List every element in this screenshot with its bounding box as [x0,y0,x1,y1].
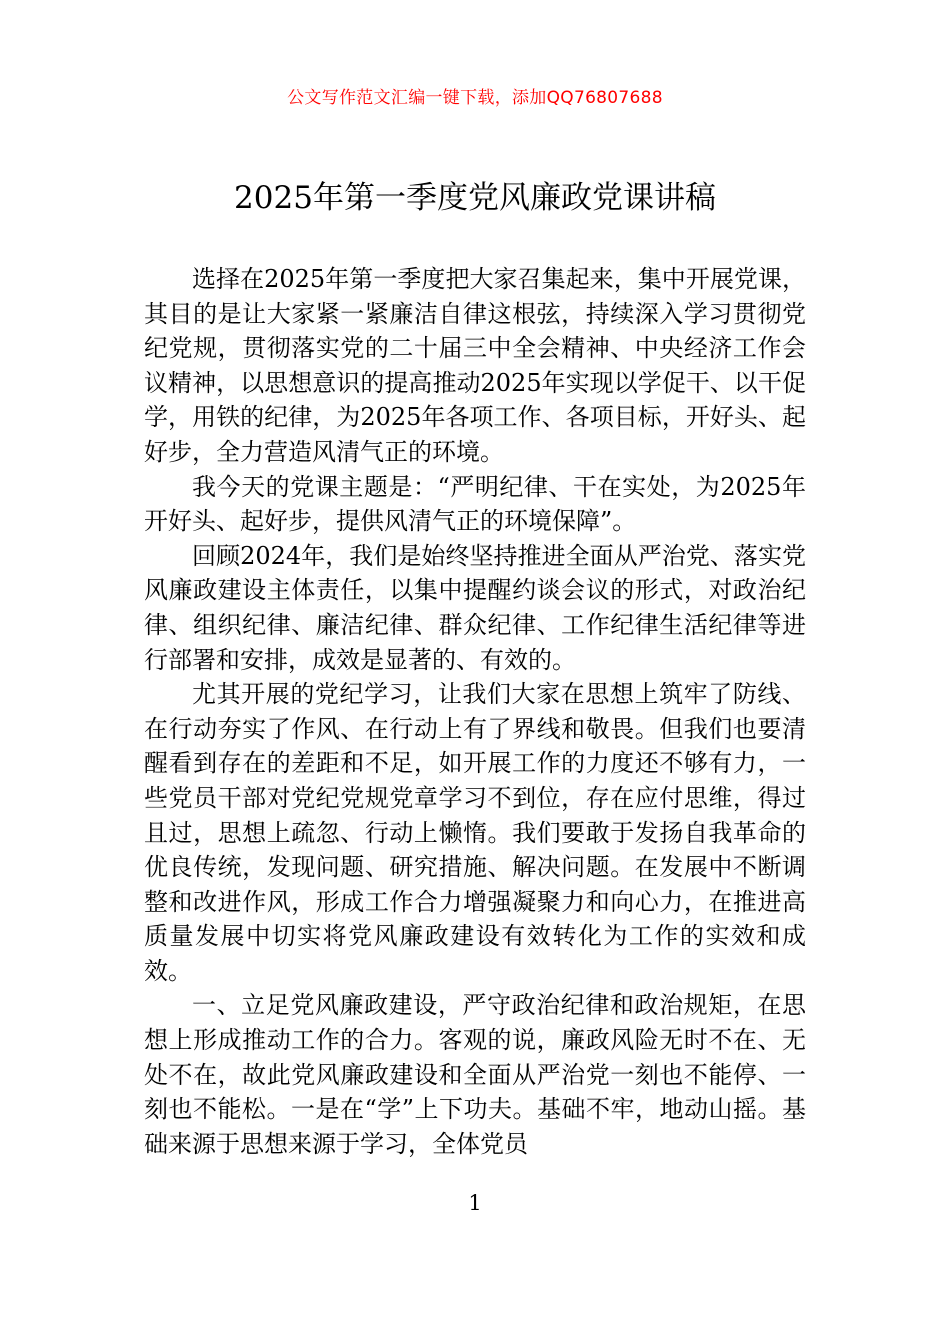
page-number: 1 [468,1191,482,1215]
paragraph-intro: 选择在2025年第一季度把大家召集起来，集中开展党课，其目的是让大家紧一紧廉洁自律这根弦，持续深入学习贯彻党纪党规，贯彻落实党的二十届三中全会精神、中央经济工作会议精神，以思想意识的提高推动2025年实现以学促干、以干促学，用铁的纪律，为2025年各项工作、各项目标，开好头、起好步，全力营造风清气正的环境。 [144,265,806,466]
document-title: 2025年第一季度党风廉政党课讲稿 [234,180,716,216]
paragraph-review-2024: 回顾2024年，我们是始终坚持推进全面从严治党、落实党风廉政建设主体责任，以集中提醒约谈会议的形式，对政治纪律、组织纪律、廉洁纪律、群众纪律、工作纪律生活纪律等进行部署和安排，成效是显著的、有效的。 [144,541,806,674]
paragraph-section-one: 一、立足党风廉政建设，严守政治纪律和政治规矩，在思想上形成推动工作的合力。客观的说，廉政风险无时不在、无处不在，故此党风廉政建设和全面从严治党一刻也不能停、一刻也不能松。一是在“学”上下功夫。基础不牢，地动山摇。基础来源于思想来源于学习，全体党员 [144,991,806,1158]
document-body [144,262,806,1161]
paragraph-theme: 我今天的党课主题是：“严明纪律、干在实处，为2025年开好头、起好步，提供风清气正的环境保障”。 [144,472,806,536]
download-notice: 公文写作范文汇编一键下载，添加QQ76807688 [287,88,663,108]
paragraph-shortcomings: 尤其开展的党纪学习，让我们大家在思想上筑牢了防线、在行动夯实了作风、在行动上有了界线和敬畏。但我们也要清醒看到存在的差距和不足，如开展工作的力度还不够有力，一些党员干部对党纪党规党章学习不到位，存在应付思维，得过且过，思想上疏忽、行动上懒惰。我们要敢于发扬自我革命的优良传统，发现问题、研究措施、解决问题。在发展中不断调整和改进作风，形成工作合力增强凝聚力和向心力，在推进高质量发展中切实将党风廉政建设有效转化为工作的实效和成效。 [144,680,806,985]
